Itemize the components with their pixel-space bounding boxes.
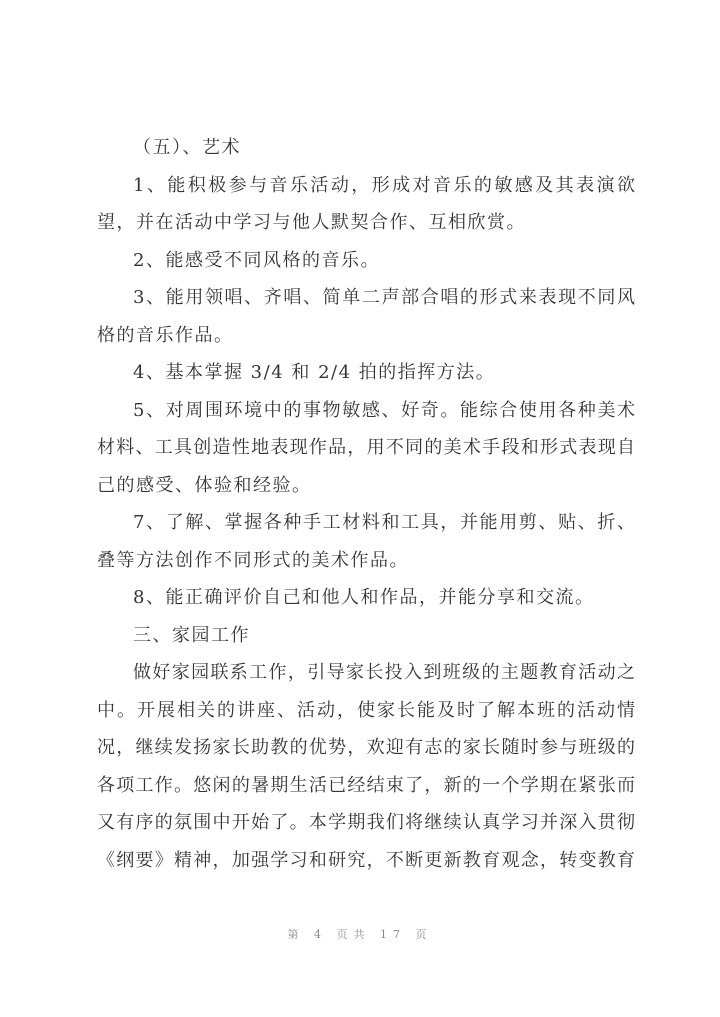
section-heading-art: （五）、艺术	[133, 137, 241, 158]
paragraph-line: 叠等方法创作不同形式的美术作品。	[97, 549, 409, 571]
paragraph-line: 中。开展相关的讲座、活动，使家长能及时了解本班的活动情	[97, 699, 635, 721]
page-number-footer: 第 4 页共 17 页	[287, 928, 433, 941]
paragraph-line: 各项工作。悠闲的暑期生活已经结束了，新的一个学期在紧张而	[97, 774, 635, 796]
paragraph-line: 8、能正确评价自己和他人和作品，并能分享和交流。	[133, 587, 595, 608]
paragraph-line: 3、能用领唱、齐唱、简单二声部合唱的形式来表现不同风	[133, 287, 635, 308]
paragraph-line: 2、能感受不同风格的音乐。	[133, 249, 380, 271]
paragraph-line: 7、了解、掌握各种手工材料和工具，并能用剪、贴、折、	[133, 512, 635, 533]
section-heading-home-school: 三、家园工作	[133, 624, 250, 646]
paragraph-line: 5、对周围环境中的事物敏感、好奇。能综合使用各种美术	[133, 399, 635, 421]
paragraph-line: 又有序的氛围中开始了。本学期我们将继续认真学习并深入贯彻	[97, 812, 635, 833]
paragraph-line: 做好家园联系工作，引导家长投入到班级的主题教育活动之	[133, 662, 635, 683]
document-body	[97, 129, 635, 879]
paragraph-line: 4、基本掌握 3/4 和 2/4 拍的指挥方法。	[133, 362, 496, 383]
paragraph-line: 材料、工具创造性地表现作品，用不同的美术手段和形式表现自	[97, 437, 635, 458]
paragraph-line: 《纲要》精神，加强学习和研究，不断更新教育观念，转变教育	[97, 849, 635, 871]
paragraph-line: 格的音乐作品。	[97, 324, 234, 346]
paragraph-line: 望，并在活动中学习与他人默契合作、互相欣赏。	[97, 212, 526, 233]
paragraph-line: 己的感受、体验和经验。	[97, 474, 312, 496]
paragraph-line: 1、能积极参与音乐活动，形成对音乐的敏感及其表演欲	[133, 174, 635, 196]
paragraph-line: 况，继续发扬家长助教的优势，欢迎有志的家长随时参与班级的	[97, 737, 635, 758]
